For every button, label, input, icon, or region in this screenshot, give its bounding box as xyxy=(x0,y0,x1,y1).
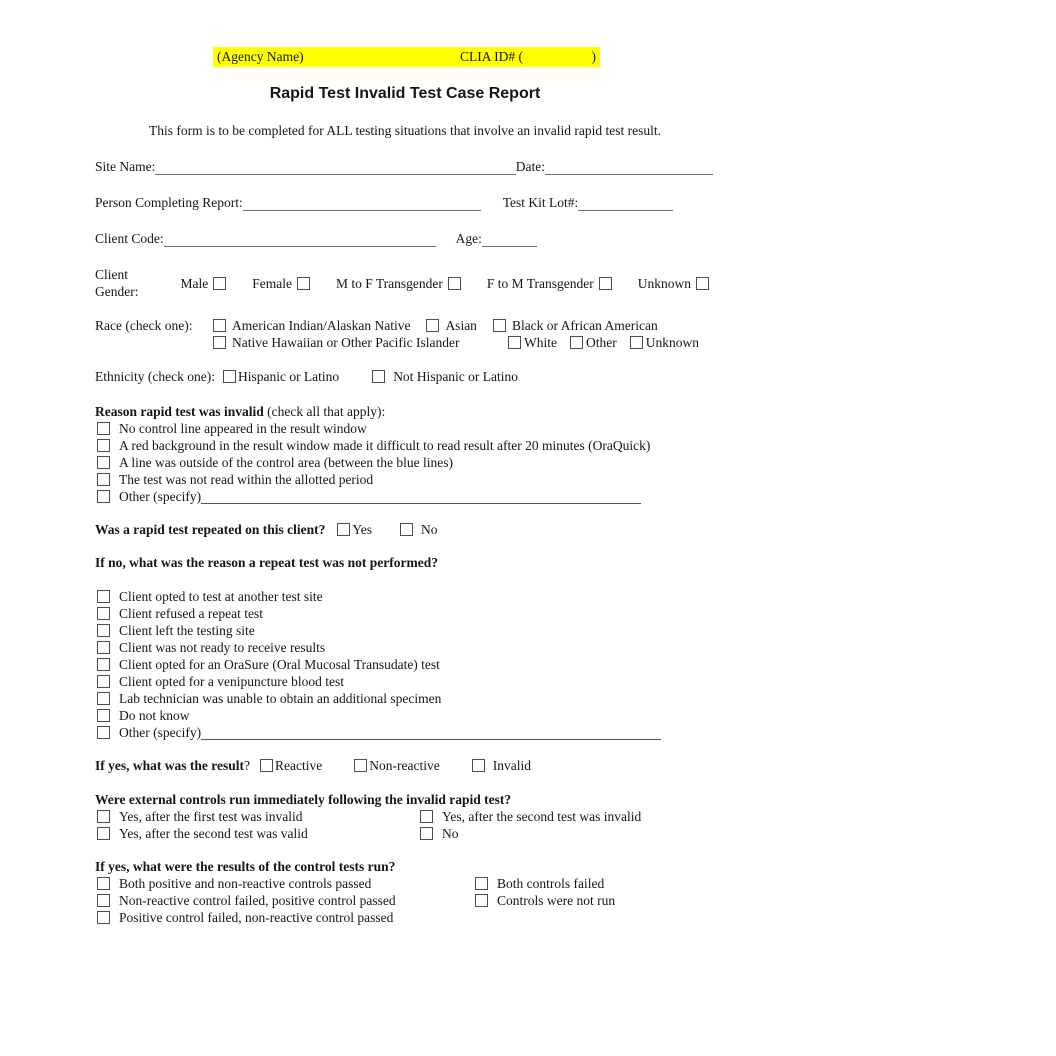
race-other-label: Other xyxy=(586,335,617,350)
checkbox-not-ready-results[interactable] xyxy=(97,641,110,654)
checkbox-black-african-american[interactable] xyxy=(493,319,506,332)
test-kit-lot-input-line[interactable] xyxy=(578,195,673,211)
checkbox-hispanic[interactable] xyxy=(223,370,236,383)
clia-id-label: CLIA ID# ( xyxy=(460,49,523,64)
client-code-input-line[interactable] xyxy=(164,231,436,247)
if-no-heading: If no, what was the reason a repeat test was not performed? xyxy=(95,555,438,570)
person-completing-input-line[interactable] xyxy=(243,195,481,211)
if-no-item xyxy=(95,673,735,690)
control-both-failed-label: Both controls failed xyxy=(497,876,605,891)
gender-option-mtf xyxy=(336,275,461,292)
checkbox-repeat-yes[interactable] xyxy=(337,523,350,536)
client-gender-row xyxy=(95,266,735,300)
site-date-row xyxy=(95,158,713,175)
control-results-row-1 xyxy=(95,875,735,892)
reason-item xyxy=(95,471,735,488)
result-question-qmark: ? xyxy=(244,758,250,773)
person-kit-row xyxy=(95,194,713,211)
external-controls-row-1 xyxy=(95,808,735,825)
repeat-question-label: Was a rapid test repeated on this client? xyxy=(95,522,326,537)
result-reactive-label: Reactive xyxy=(275,758,323,773)
race-option-nhopi xyxy=(213,334,495,351)
checkbox-mtf-transgender[interactable] xyxy=(448,277,461,290)
checkbox-white[interactable] xyxy=(508,336,521,349)
external-controls-row-2 xyxy=(95,825,735,842)
test-kit-lot-label: Test Kit Lot#: xyxy=(502,195,579,210)
external-controls-heading: Were external controls run immediately following the invalid rapid test? xyxy=(95,792,512,807)
checkbox-venipuncture-test[interactable] xyxy=(97,675,110,688)
checkbox-non-reactive[interactable] xyxy=(354,759,367,772)
repeat-no-option xyxy=(400,521,438,538)
external-second-valid-label: Yes, after the second test was valid xyxy=(119,826,308,841)
checkbox-invalid[interactable] xyxy=(472,759,485,772)
race-unknown-label: Unknown xyxy=(645,335,699,350)
checkbox-left-testing-site[interactable] xyxy=(97,624,110,637)
control-results-row-3 xyxy=(95,909,735,926)
external-option-no xyxy=(420,825,459,842)
client-gender-label: Client Gender: xyxy=(95,267,139,299)
external-option-second-valid xyxy=(95,825,735,842)
ethnicity-option-not-hispanic xyxy=(372,368,518,385)
checkbox-do-not-know[interactable] xyxy=(97,709,110,722)
race-option-aian xyxy=(213,317,410,334)
repeat-question-row xyxy=(95,521,735,538)
if-no-item-other xyxy=(95,724,735,741)
ethnicity-label: Ethnicity (check one): xyxy=(95,369,215,384)
reason-other-label: Other (specify) xyxy=(119,489,202,504)
checkbox-both-passed[interactable] xyxy=(97,877,110,890)
reason-item-label: A line was outside of the control area (between the blue lines) xyxy=(119,455,454,470)
if-no-item xyxy=(95,639,735,656)
control-option-not-run xyxy=(475,892,615,909)
race-option-white xyxy=(508,334,557,351)
checkbox-another-test-site[interactable] xyxy=(97,590,110,603)
if-no-item xyxy=(95,588,735,605)
reason-heading-bold: Reason rapid test was invalid xyxy=(95,404,264,419)
checkbox-if-no-other[interactable] xyxy=(97,726,110,739)
result-invalid-option xyxy=(472,757,531,774)
checkbox-after-second-invalid[interactable] xyxy=(420,810,433,823)
if-no-item-label: Client refused a repeat test xyxy=(119,606,263,621)
if-no-item xyxy=(95,622,735,639)
if-no-item-label: Client opted for an OraSure (Oral Mucosal Transudate) test xyxy=(119,657,440,672)
reason-item xyxy=(95,437,735,454)
result-nonreactive-label: Non-reactive xyxy=(369,758,440,773)
race-aian-label: American Indian/Alaskan Native xyxy=(232,318,411,333)
checkbox-reason-other[interactable] xyxy=(97,490,110,503)
race-options xyxy=(213,317,735,351)
checkbox-line-outside-control[interactable] xyxy=(97,456,110,469)
reason-heading-rest: (check all that apply): xyxy=(263,404,386,419)
gender-ftm-label: F to M Transgender xyxy=(486,275,594,291)
control-option-both-passed xyxy=(95,875,735,892)
gender-unknown-label: Unknown xyxy=(637,275,691,291)
checkbox-both-failed[interactable] xyxy=(475,877,488,890)
race-option-unknown xyxy=(630,334,699,351)
checkbox-external-no[interactable] xyxy=(420,827,433,840)
race-option-black xyxy=(493,317,658,334)
if-no-item-label: Client was not ready to receive results xyxy=(119,640,326,655)
race-row-2 xyxy=(213,334,735,351)
race-section xyxy=(95,317,735,351)
if-no-item xyxy=(95,656,735,673)
client-code-label: Client Code: xyxy=(95,231,164,246)
checkbox-after-first-invalid[interactable] xyxy=(97,810,110,823)
if-no-other-input-line[interactable] xyxy=(201,726,661,740)
checkbox-red-background[interactable] xyxy=(97,439,110,452)
race-label: Race (check one): xyxy=(95,318,193,333)
external-first-invalid-label: Yes, after the first test was invalid xyxy=(119,809,303,824)
race-asian-label: Asian xyxy=(445,318,477,333)
gender-female-label: Female xyxy=(252,275,292,291)
date-input-line[interactable] xyxy=(545,159,713,175)
age-input-line[interactable] xyxy=(482,231,537,247)
agency-name-label: (Agency Name) xyxy=(217,49,304,64)
checkbox-positive-failed[interactable] xyxy=(97,911,110,924)
person-completing-label: Person Completing Report: xyxy=(95,195,243,210)
gender-mtf-label: M to F Transgender xyxy=(335,275,443,291)
gender-option-female xyxy=(252,275,310,292)
date-label: Date: xyxy=(515,159,545,174)
reason-heading xyxy=(95,403,735,420)
ethnicity-hispanic-label: Hispanic or Latino xyxy=(237,369,340,384)
control-option-both-failed xyxy=(475,875,604,892)
external-no-label: No xyxy=(442,826,459,841)
agency-clia-highlight-bar xyxy=(213,47,600,67)
clia-id-close-paren: ) xyxy=(591,49,596,64)
external-option-second-invalid xyxy=(420,808,641,825)
checkbox-male[interactable] xyxy=(213,277,226,290)
race-row-1 xyxy=(213,317,735,334)
control-results-row-2 xyxy=(95,892,735,909)
control-positive-failed-label: Positive control failed, non-reactive control passed xyxy=(119,910,394,925)
if-no-item xyxy=(95,690,735,707)
checkbox-after-second-valid[interactable] xyxy=(97,827,110,840)
ethnicity-row xyxy=(95,368,735,385)
race-option-other xyxy=(570,334,617,351)
gender-option-unknown xyxy=(638,275,709,292)
control-both-passed-label: Both positive and non-reactive controls passed xyxy=(119,876,372,891)
external-second-invalid-label: Yes, after the second test was invalid xyxy=(442,809,642,824)
checkbox-controls-not-run[interactable] xyxy=(475,894,488,907)
checkbox-repeat-no[interactable] xyxy=(400,523,413,536)
page-title: Rapid Test Invalid Test Case Report xyxy=(269,85,541,102)
race-option-asian xyxy=(426,317,477,334)
reason-item-label: A red background in the result window made it difficult to read result after 20 minutes (OraQuick) xyxy=(119,438,651,453)
result-question-bold: If yes, what was the result xyxy=(95,758,244,773)
checkbox-not-read-in-period[interactable] xyxy=(97,473,110,486)
reason-item xyxy=(95,454,735,471)
reason-item-label: No control line appeared in the result window xyxy=(119,421,367,436)
repeat-yes-option xyxy=(337,521,372,538)
checkbox-native-hawaiian[interactable] xyxy=(213,336,226,349)
age-label: Age: xyxy=(455,231,482,246)
control-not-run-label: Controls were not run xyxy=(497,893,616,908)
checkbox-reactive[interactable] xyxy=(260,759,273,772)
checkbox-asian[interactable] xyxy=(426,319,439,332)
checkbox-orasure-test[interactable] xyxy=(97,658,110,671)
checkbox-gender-unknown[interactable] xyxy=(696,277,709,290)
repeat-no-label: No xyxy=(421,522,438,537)
client-code-age-row xyxy=(95,230,713,247)
if-no-item xyxy=(95,707,735,724)
gender-option-ftm xyxy=(487,275,612,292)
result-invalid-label: Invalid xyxy=(492,758,531,773)
if-no-item-label: Client left the testing site xyxy=(119,623,255,638)
gender-male-label: Male xyxy=(180,275,209,291)
site-name-input-line[interactable] xyxy=(155,159,515,175)
reason-item-label: The test was not read within the allotted period xyxy=(119,472,374,487)
reason-other-input-line[interactable] xyxy=(201,490,641,504)
if-no-item-label: Client opted for a venipuncture blood test xyxy=(119,674,344,689)
checkbox-refused-repeat[interactable] xyxy=(97,607,110,620)
ethnicity-option-hispanic xyxy=(223,368,339,385)
ethnicity-not-hispanic-label: Not Hispanic or Latino xyxy=(393,369,519,384)
if-no-item-label: Do not know xyxy=(119,708,190,723)
spacer xyxy=(95,571,735,588)
race-black-label: Black or African American xyxy=(511,318,658,333)
control-option-positive-failed xyxy=(95,909,735,926)
if-no-item-label: Lab technician was unable to obtain an additional specimen xyxy=(119,691,442,706)
result-nonreactive-option xyxy=(354,757,439,774)
control-option-nonreactive-failed xyxy=(95,892,735,909)
checkbox-race-unknown[interactable] xyxy=(630,336,643,349)
reason-item xyxy=(95,420,735,437)
reason-item-other xyxy=(95,488,735,505)
control-nonreactive-failed-label: Non-reactive control failed, positive control passed xyxy=(119,893,396,908)
checkbox-female[interactable] xyxy=(297,277,310,290)
checkbox-no-control-line[interactable] xyxy=(97,422,110,435)
control-results-heading: If yes, what were the results of the control tests run? xyxy=(95,859,396,874)
repeat-yes-label: Yes xyxy=(352,522,373,537)
checkbox-nonreactive-failed[interactable] xyxy=(97,894,110,907)
result-question-label xyxy=(95,757,250,774)
gender-option-male xyxy=(180,275,226,292)
checkbox-race-other[interactable] xyxy=(570,336,583,349)
intro-text: This form is to be completed for ALL testing situations that involve an invalid rapid test result. xyxy=(148,123,662,138)
checkbox-not-hispanic[interactable] xyxy=(372,370,385,383)
checkbox-ftm-transgender[interactable] xyxy=(599,277,612,290)
result-question-row xyxy=(95,757,735,774)
race-nhopi-label: Native Hawaiian or Other Pacific Islander xyxy=(232,335,460,350)
if-no-item-label: Client opted to test at another test site xyxy=(119,589,323,604)
site-name-label: Site Name: xyxy=(95,159,156,174)
checkbox-unable-to-obtain-specimen[interactable] xyxy=(97,692,110,705)
if-no-item xyxy=(95,605,735,622)
race-white-label: White xyxy=(524,335,557,350)
form-content xyxy=(0,47,735,926)
checkbox-american-indian[interactable] xyxy=(213,319,226,332)
if-no-other-label: Other (specify) xyxy=(119,725,202,740)
result-reactive-option xyxy=(260,757,322,774)
